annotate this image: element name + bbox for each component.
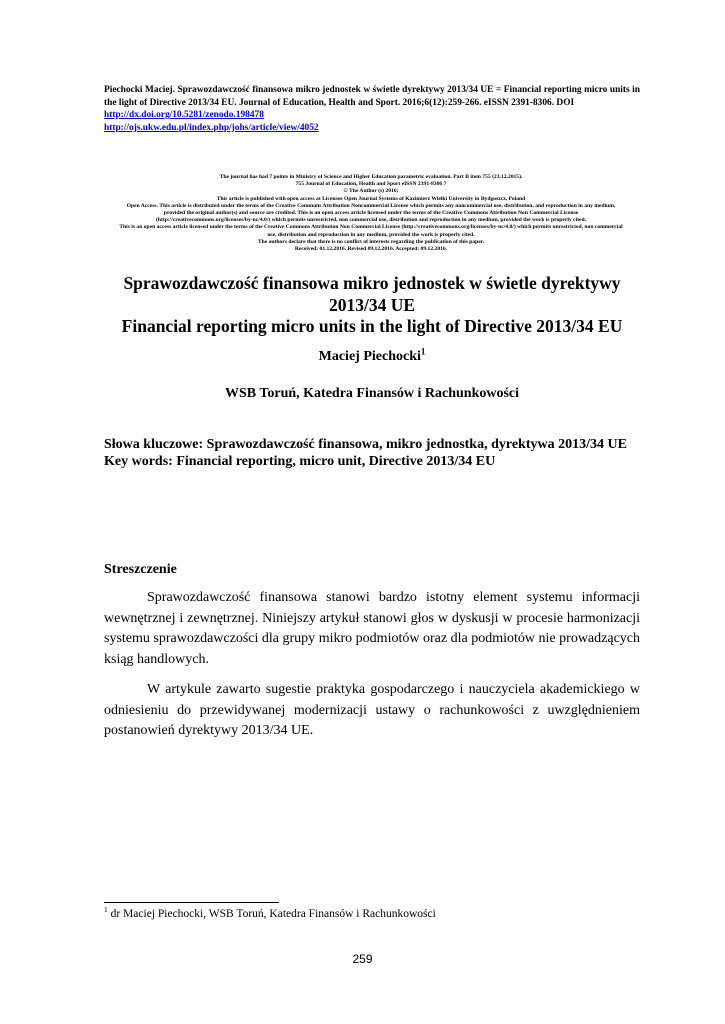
notice-line: The journal has had 7 points in Ministry of Science and Higher Education parametric evaluation. Part B item 755 (23.12.2015). <box>219 174 523 180</box>
notice-line: (http://creativecommons.org/licenses/by-nc/4.0/) which permits unrestricted, non commercial use, distribution and reproduction in any medium, provided the work is properly cited. <box>156 217 586 224</box>
notice-line: Received: 01.12.2016. Revised 09.12.2016. Accepted: 09.12.2016. <box>294 246 448 253</box>
footnote-mark: 1 <box>104 905 108 915</box>
title-english: Financial reporting micro units in the light of Directive 2013/34 EU <box>121 316 623 336</box>
abstract-paragraph-2: W artykule zawarto sugestie praktyka gospodarczego i nauczyciela akademickiego w odniesieniu do przewidywanej modernizacji ustawy o rachunkowości z uwzględnieniem postanowień dyrektywy 2013/34 UE. <box>104 682 640 738</box>
doi-link[interactable]: http://dx.doi.org/10.5281/zenodo.198478 <box>104 110 264 121</box>
keywords-polish: Słowa kluczowe: Sprawozdawczość finansowa, mikro jednostka, dyrektywa 2013/34 UE <box>104 437 627 452</box>
abstract-paragraph-1: Sprawozdawczość finansowa stanowi bardzo istotny element systemu informacji wewnętrznej i zewnętrznej. Niniejszy artykuł stanowi głos w dyskusji w procesie harmonizacji systemu sprawozdawczości dla grupy mikro podmiotów oraz dla podmiotów nie prowadzących ksiąg handlowych. <box>104 590 640 667</box>
citation-block <box>104 84 640 134</box>
journal-notice <box>98 174 644 253</box>
keywords-english: Key words: Financial reporting, micro unit, Directive 2013/34 EU <box>104 454 496 469</box>
footnote-divider <box>104 902 279 903</box>
notice-line: The authors declare that there is no conflict of interests regarding the publication of this paper. <box>257 238 485 245</box>
notice-line: This is an open access article licensed under the terms of the Creative Commons Attribution Non Commercial License (http://creativecommons.org/licenses/by-nc/4.0/) which permits unrestricted, non commercial <box>119 224 623 231</box>
title-polish-line1: Sprawozdawczość finansowa mikro jednostek w świetle dyrektywy <box>123 273 621 293</box>
journal-link[interactable]: http://ojs.ukw.edu.pl/index.php/johs/article/view/4052 <box>104 122 319 133</box>
notice-line: use, distribution and reproduction in any medium, provided the work is properly cited. <box>267 231 475 238</box>
footnote-text: dr Maciej Piechocki, WSB Toruń, Katedra Finansów i Rachunkowości <box>107 908 436 920</box>
author-line <box>104 346 640 365</box>
author-name: Maciej Piechocki <box>318 349 421 364</box>
author-footnote-mark: 1 <box>420 346 426 357</box>
affiliation: WSB Toruń, Katedra Finansów i Rachunkowości <box>224 386 520 401</box>
notice-line: This article is published with open access at Licensee Open Journal Systems of Kazimierz Wielki University in Bydgoszcz, Poland <box>216 195 526 202</box>
keywords-block <box>104 436 640 470</box>
notice-line: © The Author (s) 2016; <box>343 188 399 195</box>
abstract-heading: Streszczenie <box>104 562 177 577</box>
notice-line: 755 Journal of Education, Health and Sport eISSN 2391-8306 7 <box>295 181 447 188</box>
page-number: 259 <box>352 952 373 966</box>
footnote <box>104 905 436 920</box>
article-title <box>104 273 640 338</box>
citation-text: Piechocki Maciej. Sprawozdawczość finansowa mikro jednostek w świetle dyrektywy 2013/34 UE = Financial reporting micro units in the light of Directive 2013/34 EU. Journal of Education, Health and Sport. 2016;6(12):259-266. eISSN 2391-8306. DOI <box>104 85 640 108</box>
notice-line: Open Access. This article is distributed under the terms of the Creative Commons Attribution Noncommercial License which permits any noncommercial use, distribution, and reproduction in any medium, <box>126 202 616 209</box>
notice-line: provided the original author(s) and source are credited. This is an open access article licensed under the terms of the Creative Commons Attribution Non Commercial License <box>163 210 579 217</box>
title-polish-line2: 2013/34 UE <box>328 294 416 315</box>
